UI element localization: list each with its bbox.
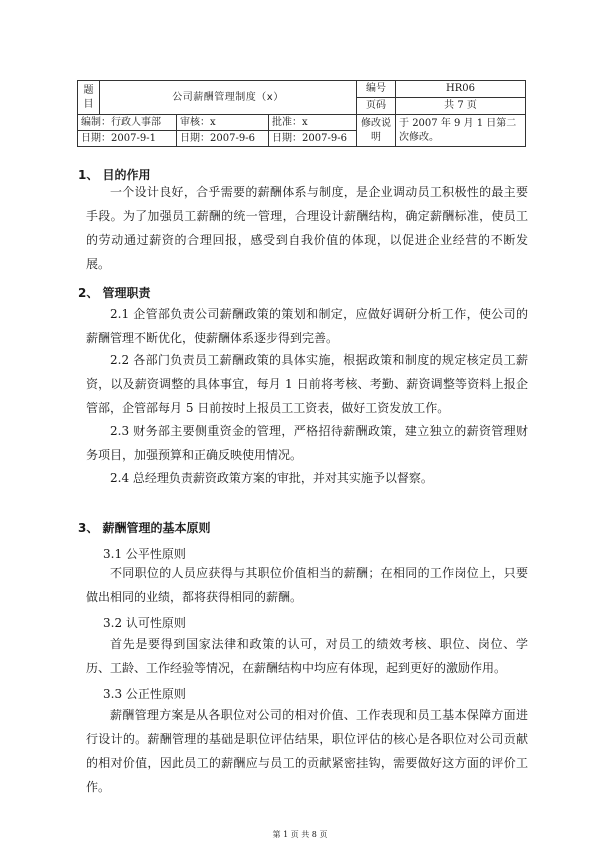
section-3-2-heading: 3.2 认可性原则: [103, 616, 186, 630]
code-value: HR06: [396, 81, 526, 98]
page-footer: 第 1 页 共 8 页: [272, 830, 328, 839]
document-header-table: [77, 80, 526, 147]
title-label: 题目: [78, 81, 100, 115]
revision-label: 修改说明: [357, 115, 396, 147]
editor-date: 日期：2007-9-1: [78, 131, 177, 147]
section-2-2-paragraph: 2.2 各部门负责员工薪酬政策的具体实施，根据政策和制度的规定核定员工薪资，以及薪资调整的具体事宜，每月 1 日前将考核、考勤、薪资调整等资料上报企管部，企管部每月 5 日前按时上报员工工资表，做好工资发放工作。: [86, 353, 528, 415]
section-2-4-paragraph: 2.4 总经理负责薪资政策方案的审批，并对其实施予以督察。: [110, 471, 433, 485]
section-2-1-paragraph: 2.1 企管部负责公司薪酬政策的策划和制定，应做好调研分析工作，使公司的薪酬管理不断优化，使薪酬体系逐步得到完善。: [86, 307, 528, 345]
section-1-paragraph: 一个设计良好，合乎需要的薪酬体系与制度，是企业调动员工积极性的最主要手段。为了加强员工薪酬的统一管理，合理设计薪酬结构，确定薪酬标准，使员工的劳动通过薪资的合理回报，感受到自我价值的体现，以促进企业经营的不断发展。: [86, 185, 528, 271]
section-3-3-heading: 3.3 公正性原则: [103, 687, 186, 701]
document-title: 公司薪酬管理制度（x）: [100, 81, 357, 115]
revision-text: 于 2007 年 9 月 1 日第二次修改。: [396, 115, 526, 147]
section-3-1-heading: 3.1 公平性原则: [103, 547, 186, 561]
section-2-heading: 2、 管理职责: [78, 286, 151, 300]
pages-value: 共 7 页: [396, 98, 526, 115]
reviewer-field: 审核：x: [177, 115, 269, 131]
section-3-3-paragraph: 薪酬管理方案是从各职位对公司的相对价值、工作表现和员工基本保障方面进行设计的。薪酬管理的基础是职位评估结果，职位评估的核心是各职位对公司贡献的相对价值，因此员工的薪酬应与员工的贡献紧密挂钩，需要做好这方面的评价工作。: [86, 708, 528, 794]
approver-date: 日期：2007-9-6: [269, 131, 357, 147]
section-3-heading: 3、 薪酬管理的基本原则: [78, 521, 211, 535]
section-3-2-paragraph: 首先是要得到国家法律和政策的认可，对员工的绩效考核、职位、岗位、学历、工龄、工作经验等情况，在薪酬结构中均应有体现，起到更好的激励作用。: [86, 637, 528, 675]
approver-field: 批准：x: [269, 115, 357, 131]
section-2-3-paragraph: 2.3 财务部主要侧重资金的管理，严格招待薪酬政策，建立独立的薪资管理财务项目，加强预算和正确反映使用情况。: [86, 424, 528, 462]
code-label: 编号: [357, 81, 396, 98]
section-3-1-paragraph: 不同职位的人员应获得与其职位价值相当的薪酬；在相同的工作岗位上，只要做出相同的业绩，都将获得相同的薪酬。: [86, 566, 528, 604]
editor-field: 编制：行政人事部: [78, 115, 177, 131]
section-1-heading: 1、 目的作用: [78, 168, 151, 182]
reviewer-date: 日期：2007-9-6: [177, 131, 269, 147]
pages-label: 页码: [357, 98, 396, 115]
